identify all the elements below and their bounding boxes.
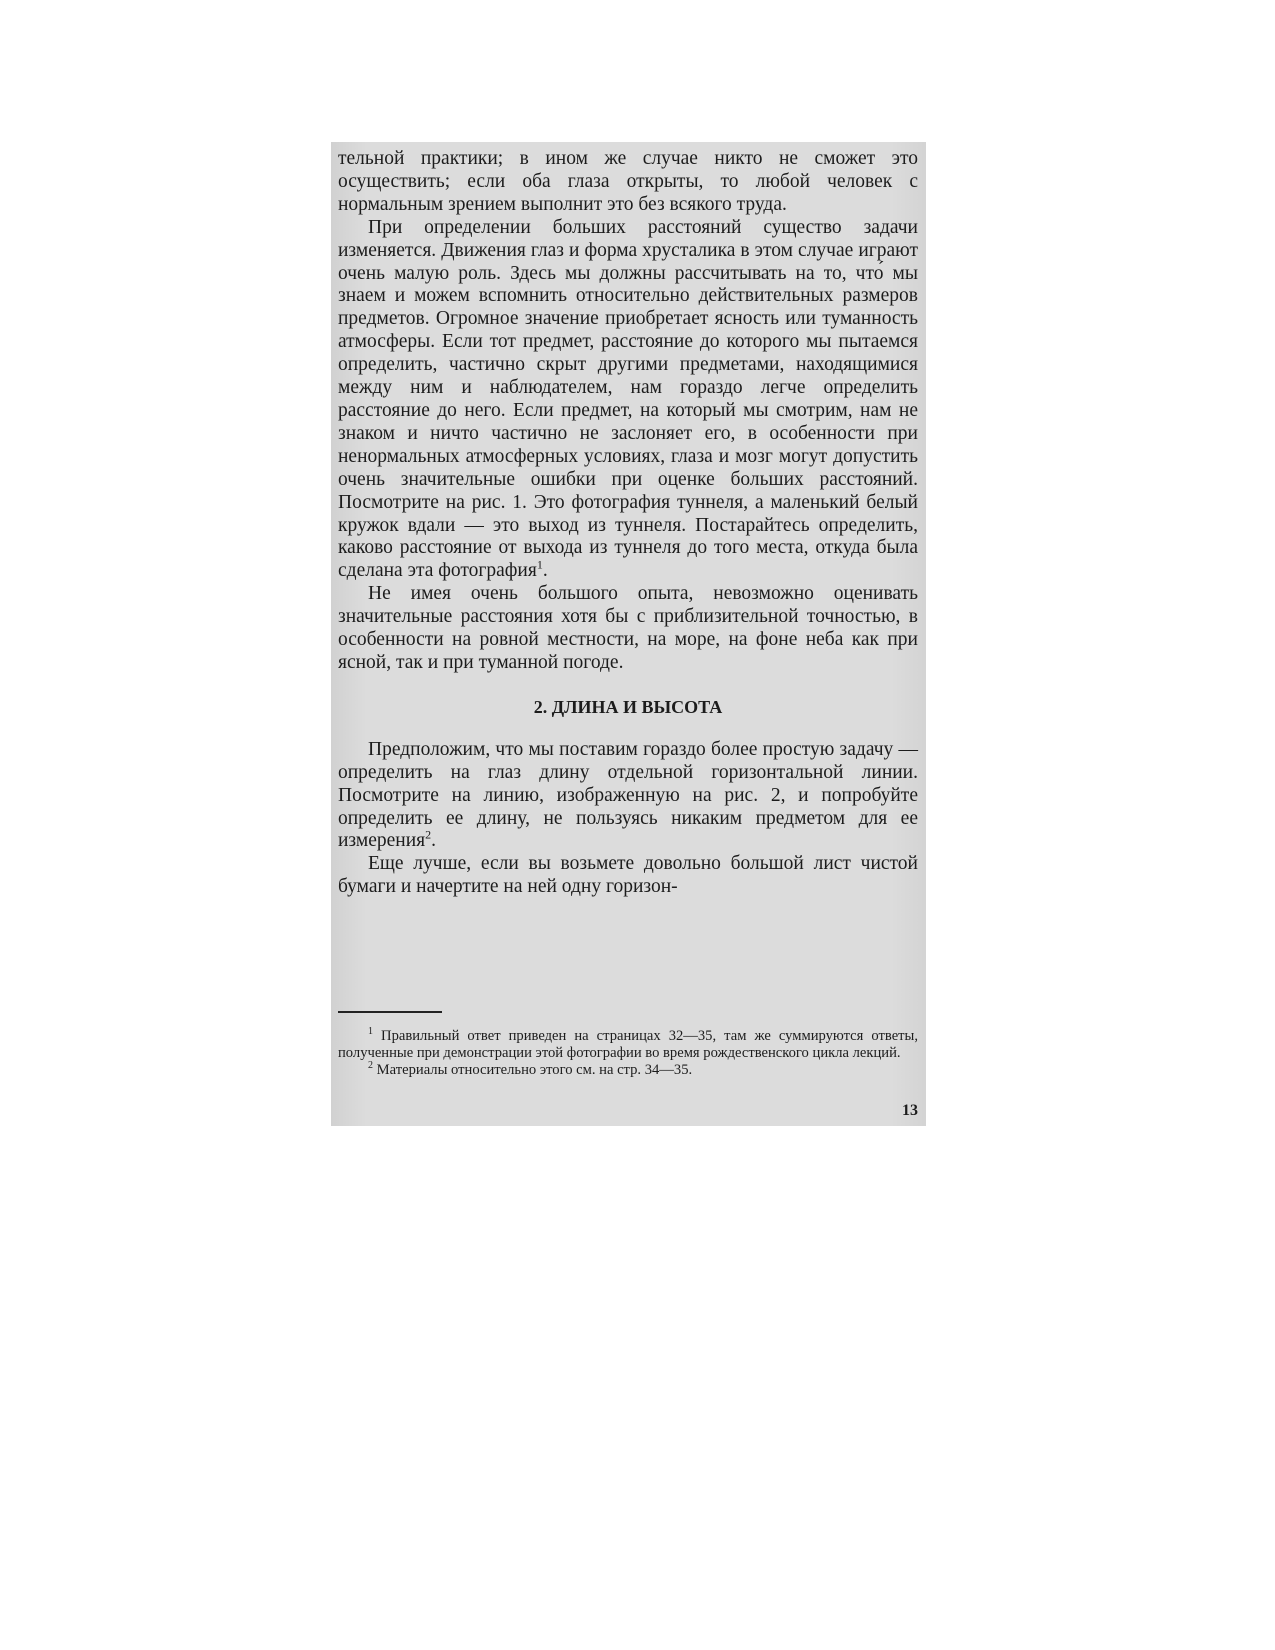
footnote-reference: 2 [425, 827, 432, 842]
footnote [338, 1028, 918, 1062]
paragraph [338, 739, 918, 854]
main-text [338, 148, 918, 899]
page-number: 13 [902, 1102, 918, 1119]
footnotes [338, 1028, 918, 1080]
paragraph [338, 217, 918, 584]
paragraph-text: При определении больших расстояний существо задачи изменяется. Движения глаз и форма хрусталика в этом случае играют очень малую роль. Здесь мы должны рассчитывать на то, что́ мы знаем и можем вспомнить относительно действительных размеров предметов. Огромное значение приобретает ясность или туманность атмосферы. Если тот предмет, расстояние до которого мы пытаемся определить, частично скрыт другими предметами, находящимися между ним и наблюдателем, нам гораздо легче определить расстояние до него. Если предмет, на который мы смотрим, нам не знаком и ничто частично не заслоняет его, в особенности при ненормальных атмосферных условиях, глаза и мозг могут допустить очень значительные ошибки при оценке больших расстояний. Посмотрите на рис. 1. Это фотография туннеля, а маленький белый кружок вдали — это выход из туннеля. Постарайтесь определить, каково расстояние от выхода из туннеля до того места, откуда была сделана эта фотография [338, 216, 918, 582]
paragraph: тельной практики; в ином же случае никто не сможет это осуществить; если оба глаза открыты, то любой человек с нормальным зрением выполнит это без всякого труда. [338, 148, 918, 215]
footnote-text: Правильный ответ приведен на страницах 32—35, там же суммируются ответы, полученные при демонстрации этой фотографии во время рождественского цикла лекций. [338, 1028, 918, 1062]
footnote-mark: 2 [368, 1060, 373, 1072]
paragraph-end: . [542, 560, 548, 582]
paragraph-text: Предположим, что мы поставим гораздо более простую задачу — определить на глаз длину отдельной горизонтальной линии. Посмотрите на линию, изображенную на рис. 2, и попробуйте определить ее длину, не пользуясь никаким предметом для ее измерения [338, 738, 918, 852]
footnote-reference: 1 [536, 557, 543, 572]
section-heading: 2. ДЛИНА И ВЫСОТА [533, 696, 723, 717]
footnote [338, 1062, 918, 1079]
footnote-text: Материалы относительно этого см. на стр. 34—35. [376, 1062, 693, 1079]
footnote-mark: 1 [368, 1026, 373, 1038]
paragraph: Не имея очень большого опыта, невозможно оценивать значительные расстояния хотя бы с приблизительной точностью, в особенности на ровной местности, на море, на фоне неба как при ясной, так и при туманной погоде. [338, 583, 918, 673]
footnote-divider [338, 1011, 442, 1013]
paragraph-end: . [431, 830, 436, 852]
paragraph: Еще лучше, если вы возьмете довольно большой лист чистой бумаги и начертите на ней одну горизон- [338, 853, 918, 898]
